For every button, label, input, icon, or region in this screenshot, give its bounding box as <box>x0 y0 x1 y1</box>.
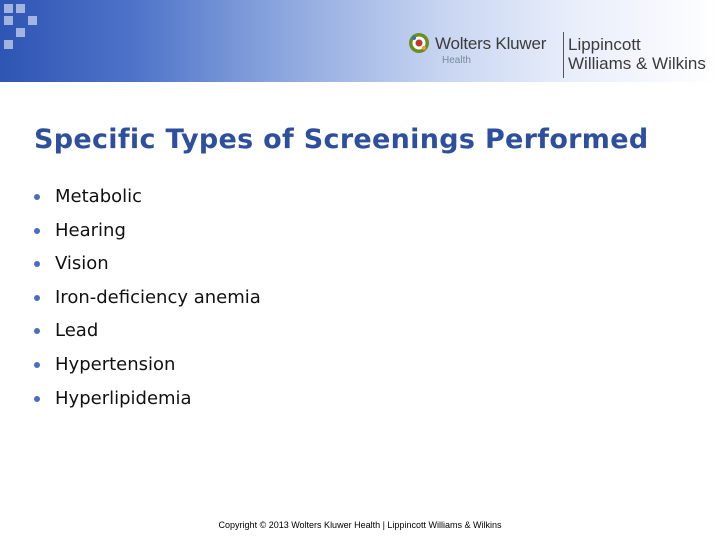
bullet-dot-icon <box>34 194 40 200</box>
bullet-text: Lead <box>55 320 99 342</box>
slide-title: Specific Types of Screenings Performed <box>34 124 649 155</box>
publisher-name-line-2: Williams & Wilkins <box>568 54 706 73</box>
bullet-item <box>34 317 261 351</box>
bullet-list <box>34 183 261 418</box>
brand-name: Wolters Kluwer <box>435 34 547 53</box>
wolters-kluwer-logo-icon <box>408 32 430 54</box>
bullet-item <box>34 385 261 419</box>
bullet-dot-icon <box>34 295 40 301</box>
bullet-text: Hearing <box>55 219 126 241</box>
logo-divider <box>563 32 564 78</box>
decorative-squares <box>0 0 60 82</box>
bullet-item <box>34 351 261 385</box>
bullet-text: Iron-deficiency anemia <box>55 286 261 308</box>
bullet-item <box>34 250 261 284</box>
bullet-text: Hyperlipidemia <box>55 387 192 409</box>
bullet-text: Hypertension <box>55 353 176 375</box>
header-band <box>0 0 720 82</box>
publisher-name-line-1: Lippincott <box>568 35 641 54</box>
bullet-dot-icon <box>34 228 40 234</box>
bullet-dot-icon <box>34 261 40 267</box>
bullet-dot-icon <box>34 362 40 368</box>
bullet-item <box>34 284 261 318</box>
bullet-dot-icon <box>34 328 40 334</box>
bullet-text: Metabolic <box>55 186 143 207</box>
bullet-dot-icon <box>34 396 40 402</box>
brand-subtitle: Health <box>442 55 471 66</box>
bullet-text: Vision <box>55 253 109 275</box>
copyright-footer: Copyright © 2013 Wolters Kluwer Health | Lippincott Williams & Wilkins <box>218 520 502 530</box>
bullet-item <box>34 217 261 251</box>
bullet-item <box>34 183 261 217</box>
